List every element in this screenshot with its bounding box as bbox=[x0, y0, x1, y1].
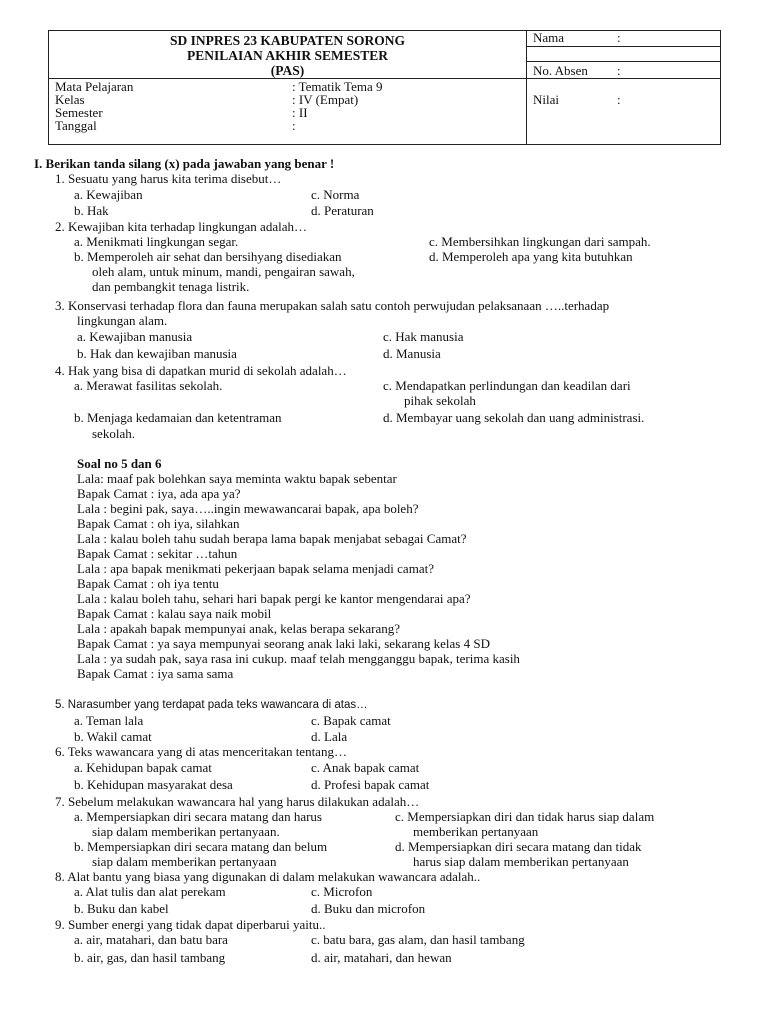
dialogue-line: Lala: maaf pak bolehkan saya meminta waktu bapak sebentar bbox=[77, 471, 397, 486]
dialogue-line: Lala : begini pak, saya…..ingin mewawancarai bapak, apa boleh? bbox=[77, 501, 419, 516]
school-name: SD INPRES 23 KABUPATEN SORONG bbox=[169, 33, 406, 48]
dialogue-line: Bapak Camat : ya saya mempunyai seorang anak laki laki, sekarang kelas 4 SD bbox=[77, 636, 490, 651]
option-2b[interactable]: b. Memperoleh air sehat dan bersihyang disediakan bbox=[74, 249, 342, 264]
option-7c[interactable]: c. Mempersiapkan diri dan tidak harus siap dalam bbox=[395, 809, 655, 824]
option-7d[interactable]: d. Mempersiapkan diri secara matang dan tidak bbox=[395, 839, 642, 854]
option-5b[interactable]: b. Wakil camat bbox=[74, 729, 152, 744]
option-2c[interactable]: c. Membersihkan lingkungan dari sampah. bbox=[429, 234, 651, 249]
option-9a[interactable]: a. air, matahari, dan batu bara bbox=[74, 932, 228, 947]
nilai-label: Nilai bbox=[533, 92, 559, 107]
dialogue-line: Lala : kalau boleh tahu sudah berapa lama bapak menjabat sebagai Camat? bbox=[77, 531, 467, 546]
question-4: 4. Hak yang bisa di dapatkan murid di sekolah adalah… bbox=[55, 363, 347, 378]
question-2: 2. Kewajiban kita terhadap lingkungan adalah… bbox=[55, 219, 307, 234]
dialogue-line: Bapak Camat : oh iya, silahkan bbox=[77, 516, 240, 531]
option-1c[interactable]: c. Norma bbox=[311, 187, 360, 202]
dialogue-line: Bapak Camat : sekitar …tahun bbox=[77, 546, 238, 561]
question-9: 9. Sumber energi yang tidak dapat diperbarui yaitu.. bbox=[55, 917, 326, 932]
option-3c[interactable]: c. Hak manusia bbox=[383, 329, 464, 344]
option-6a[interactable]: a. Kehidupan bapak camat bbox=[74, 760, 212, 775]
dialogue-line: Lala : apa bapak menikmati pekerjaan bapak selama menjadi camat? bbox=[77, 561, 434, 576]
option-2b-cont: oleh alam, untuk minum, mandi, pengairan sawah, bbox=[92, 264, 355, 279]
option-3b[interactable]: b. Hak dan kewajiban manusia bbox=[77, 346, 237, 361]
option-8c[interactable]: c. Microfon bbox=[311, 884, 373, 899]
nama-field[interactable]: Nama : bbox=[527, 31, 720, 47]
option-9d[interactable]: d. air, matahari, dan hewan bbox=[311, 950, 452, 965]
option-6b[interactable]: b. Kehidupan masyarakat desa bbox=[74, 777, 233, 792]
option-2a[interactable]: a. Menikmati lingkungan segar. bbox=[74, 234, 239, 249]
option-4c[interactable]: c. Mendapatkan perlindungan dan keadilan dari bbox=[383, 378, 631, 393]
meta-row-semester: Semester : II bbox=[55, 105, 308, 120]
option-4b-cont: sekolah. bbox=[92, 426, 135, 441]
dialogue-line: Bapak Camat : oh iya tentu bbox=[77, 576, 219, 591]
option-4d[interactable]: d. Membayar uang sekolah dan uang administrasi. bbox=[383, 410, 645, 425]
meta-row-subject: Mata Pelajaran : Tematik Tema 9 bbox=[55, 79, 383, 94]
option-7a[interactable]: a. Mempersiapkan diri secara matang dan harus bbox=[74, 809, 322, 824]
exam-short: (PAS) bbox=[270, 63, 305, 78]
option-7d-cont: harus siap dalam memberikan pertanyaan bbox=[413, 854, 629, 869]
question-1: 1. Sesuatu yang harus kita terima disebut… bbox=[55, 171, 282, 186]
option-3d[interactable]: d. Manusia bbox=[383, 346, 441, 361]
option-6c[interactable]: c. Anak bapak camat bbox=[311, 760, 420, 775]
dialogue-line: Bapak Camat : iya, ada apa ya? bbox=[77, 486, 241, 501]
option-5a[interactable]: a. Teman lala bbox=[74, 713, 144, 728]
question-3-cont: lingkungan alam. bbox=[77, 313, 168, 328]
option-9b[interactable]: b. air, gas, dan hasil tambang bbox=[74, 950, 226, 965]
option-7c-cont: memberikan pertanyaan bbox=[413, 824, 539, 839]
dialogue-line: Bapak Camat : iya sama sama bbox=[77, 666, 234, 681]
option-4b[interactable]: b. Menjaga kedamaian dan ketentraman bbox=[74, 410, 282, 425]
option-4c-cont: pihak sekolah bbox=[404, 393, 476, 408]
absen-label: No. Absen bbox=[533, 63, 588, 78]
option-5d[interactable]: d. Lala bbox=[311, 729, 348, 744]
question-5: 5. Narasumber yang terdapat pada teks wawancara di atas… bbox=[55, 699, 368, 711]
dialogue-line: Lala : kalau boleh tahu, sehari hari bapak pergi ke kantor mengendarai apa? bbox=[77, 591, 471, 606]
nama-label: Nama bbox=[533, 30, 565, 45]
option-3a[interactable]: a. Kewajiban manusia bbox=[77, 329, 193, 344]
dialogue-line: Lala : apakah bapak mempunyai anak, kelas berapa sekarang? bbox=[77, 621, 401, 636]
option-2b-cont2: dan pembangkit tenaga listrik. bbox=[92, 279, 250, 294]
meta-row-date: Tanggal : bbox=[55, 118, 296, 133]
question-6: 6. Teks wawancara yang di atas menceritakan tentang… bbox=[55, 744, 347, 759]
option-8b[interactable]: b. Buku dan kabel bbox=[74, 901, 169, 916]
exam-name: PENILAIAN AKHIR SEMESTER bbox=[186, 48, 389, 63]
option-9c[interactable]: c. batu bara, gas alam, dan hasil tambang bbox=[311, 932, 525, 947]
option-5c[interactable]: c. Bapak camat bbox=[311, 713, 391, 728]
option-1d[interactable]: d. Peraturan bbox=[311, 203, 374, 218]
question-3: 3. Konservasi terhadap flora dan fauna merupakan salah satu contoh perwujudan pelaksanaan …..terhadap bbox=[55, 298, 610, 313]
question-8: 8. Alat bantu yang biasa yang digunakan di dalam melakukan wawancara adalah.. bbox=[55, 869, 481, 884]
dialogue-title: Soal no 5 dan 6 bbox=[77, 456, 162, 471]
option-4a[interactable]: a. Merawat fasilitas sekolah. bbox=[74, 378, 223, 393]
option-1b[interactable]: b. Hak bbox=[74, 203, 109, 218]
option-2d[interactable]: d. Memperoleh apa yang kita butuhkan bbox=[429, 249, 633, 264]
section-title: I. Berikan tanda silang (x) pada jawaban yang benar ! bbox=[34, 156, 335, 171]
dialogue-line: Lala : ya sudah pak, saya rasa ini cukup. maaf telah mengganggu bapak, terima kasih bbox=[77, 651, 520, 666]
option-7b[interactable]: b. Mempersiapkan diri secara matang dan belum bbox=[74, 839, 328, 854]
option-1a[interactable]: a. Kewajiban bbox=[74, 187, 143, 202]
option-8d[interactable]: d. Buku dan microfon bbox=[311, 901, 426, 916]
option-7b-cont: siap dalam memberikan pertanyaan bbox=[92, 854, 277, 869]
dialogue-line: Bapak Camat : kalau saya naik mobil bbox=[77, 606, 272, 621]
option-6d[interactable]: d. Profesi bapak camat bbox=[311, 777, 430, 792]
absen-field[interactable]: No. Absen : bbox=[533, 63, 621, 78]
option-8a[interactable]: a. Alat tulis dan alat perekam bbox=[74, 884, 226, 899]
nilai-field[interactable]: Nilai : bbox=[527, 79, 721, 145]
meta-row-class: Kelas : IV (Empat) bbox=[55, 92, 359, 107]
question-7: 7. Sebelum melakukan wawancara hal yang harus dilakukan adalah… bbox=[55, 794, 420, 809]
option-7a-cont: siap dalam memberikan pertanyaan. bbox=[92, 824, 280, 839]
